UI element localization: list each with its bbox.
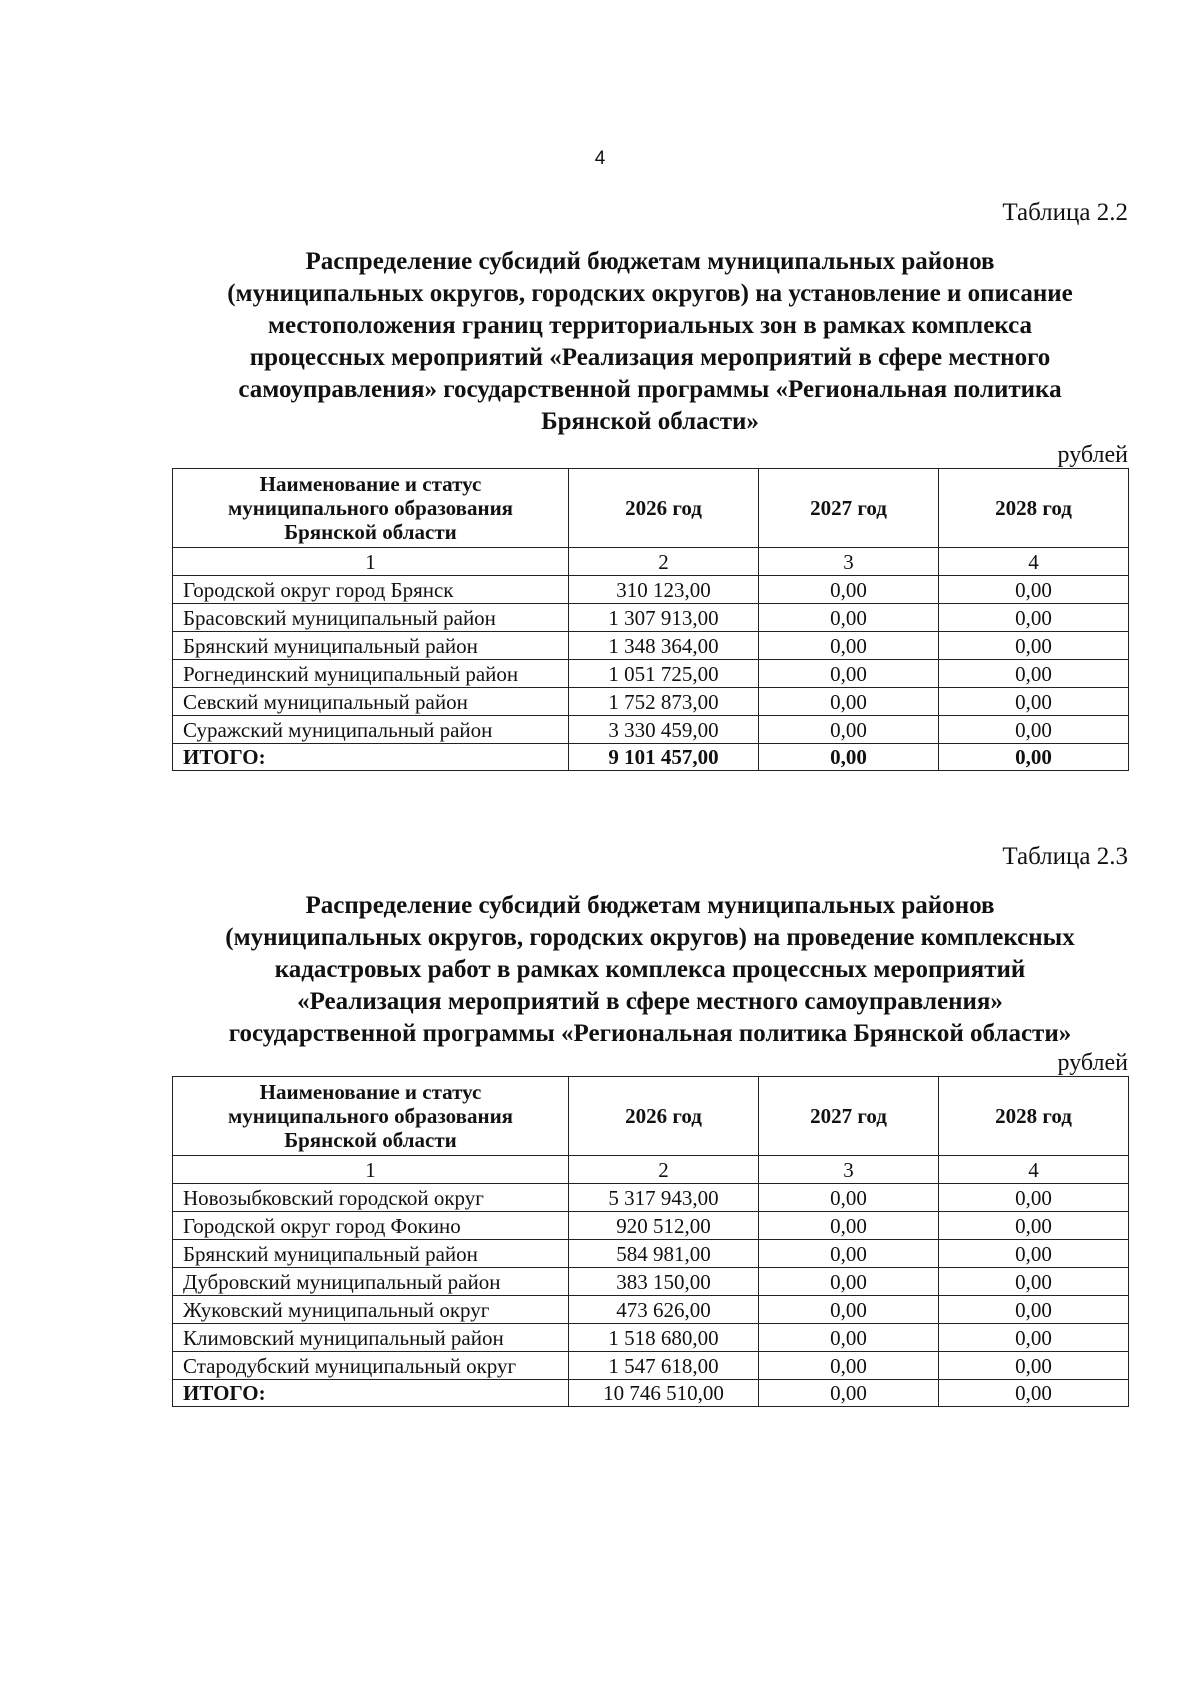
title-line: «Реализация мероприятий в сфере местного самоуправления» — [297, 988, 1003, 1015]
value-2028: 0,00 — [939, 688, 1129, 716]
title-line: Распределение субсидий бюджетам муниципальных районов — [305, 892, 995, 919]
total-2028: 0,00 — [939, 744, 1129, 771]
header-row — [173, 469, 1129, 548]
value-2028: 0,00 — [939, 632, 1129, 660]
municipality-name: Брянский муниципальный район — [173, 632, 569, 660]
value-2026: 1 752 873,00 — [569, 688, 759, 716]
table-row — [173, 660, 1129, 688]
value-2027: 0,00 — [759, 604, 939, 632]
value-2027: 0,00 — [759, 1324, 939, 1352]
value-2026: 920 512,00 — [569, 1212, 759, 1240]
table-row — [173, 716, 1129, 744]
value-2027: 0,00 — [759, 1212, 939, 1240]
title-line: (муниципальных округов, городских округов) на установление и описание — [227, 280, 1073, 307]
value-2027: 0,00 — [759, 576, 939, 604]
value-2027: 0,00 — [759, 1296, 939, 1324]
value-2028: 0,00 — [939, 576, 1129, 604]
municipality-name: Климовский муниципальный район — [173, 1324, 569, 1352]
title-line: (муниципальных округов, городских округов) на проведение комплексных — [225, 924, 1075, 951]
table-row — [173, 1296, 1129, 1324]
section-table-2-3 — [172, 842, 1128, 1407]
value-2027: 0,00 — [759, 1240, 939, 1268]
municipality-name: Городской округ город Фокино — [173, 1212, 569, 1240]
table-row — [173, 632, 1129, 660]
index-row — [173, 1156, 1129, 1184]
table-row — [173, 1212, 1129, 1240]
page-number: 4 — [594, 148, 606, 169]
municipality-name: Городской округ город Брянск — [173, 576, 569, 604]
municipality-name: Брасовский муниципальный район — [173, 604, 569, 632]
value-2028: 0,00 — [939, 604, 1129, 632]
units-label: рублей — [1057, 442, 1128, 468]
title-line: процессных мероприятий «Реализация мероприятий в сфере местного — [249, 344, 1051, 371]
municipality-name: Брянский муниципальный район — [173, 1240, 569, 1268]
index-row — [173, 548, 1129, 576]
value-2026: 1 051 725,00 — [569, 660, 759, 688]
data-table — [172, 1076, 1129, 1407]
table-title — [172, 890, 1128, 1050]
header-2026: 2026 год — [569, 1077, 759, 1156]
municipality-name: Стародубский муниципальный округ — [173, 1352, 569, 1380]
section-table-2-2 — [172, 198, 1128, 771]
value-2026: 1 307 913,00 — [569, 604, 759, 632]
total-2026: 10 746 510,00 — [569, 1380, 759, 1407]
table-row — [173, 604, 1129, 632]
value-2027: 0,00 — [759, 1184, 939, 1212]
header-name-line: Брянской области — [284, 1128, 457, 1152]
header-row — [173, 1077, 1129, 1156]
header-2027: 2027 год — [759, 1077, 939, 1156]
value-2026: 1 518 680,00 — [569, 1324, 759, 1352]
index-cell: 1 — [173, 1156, 569, 1184]
title-line: государственной программы «Региональная политика Брянской области» — [228, 1020, 1072, 1047]
table-row — [173, 1352, 1129, 1380]
value-2026: 1 547 618,00 — [569, 1352, 759, 1380]
value-2027: 0,00 — [759, 1352, 939, 1380]
value-2027: 0,00 — [759, 660, 939, 688]
municipality-name: Дубровский муниципальный район — [173, 1268, 569, 1296]
total-2028: 0,00 — [939, 1380, 1129, 1407]
value-2027: 0,00 — [759, 716, 939, 744]
title-line: кадастровых работ в рамках комплекса процессных мероприятий — [274, 956, 1026, 983]
value-2028: 0,00 — [939, 660, 1129, 688]
value-2028: 0,00 — [939, 1324, 1129, 1352]
header-2027: 2027 год — [759, 469, 939, 548]
total-label: ИТОГО: — [173, 1380, 569, 1407]
index-cell: 4 — [939, 548, 1129, 576]
table-row — [173, 576, 1129, 604]
header-name-line: Брянской области — [284, 520, 457, 544]
table-label: Таблица 2.3 — [1002, 843, 1128, 870]
index-cell: 2 — [569, 548, 759, 576]
index-cell: 3 — [759, 1156, 939, 1184]
value-2026: 3 330 459,00 — [569, 716, 759, 744]
table-row — [173, 688, 1129, 716]
table-label: Таблица 2.2 — [1002, 199, 1128, 226]
value-2028: 0,00 — [939, 1352, 1129, 1380]
value-2028: 0,00 — [939, 716, 1129, 744]
value-2028: 0,00 — [939, 1240, 1129, 1268]
value-2027: 0,00 — [759, 632, 939, 660]
index-cell: 1 — [173, 548, 569, 576]
value-2026: 383 150,00 — [569, 1268, 759, 1296]
total-label: ИТОГО: — [173, 744, 569, 771]
table-row — [173, 1324, 1129, 1352]
header-2028: 2028 год — [939, 1077, 1129, 1156]
value-2026: 1 348 364,00 — [569, 632, 759, 660]
value-2026: 584 981,00 — [569, 1240, 759, 1268]
title-line: местоположения границ территориальных зон в рамках комплекса — [268, 312, 1032, 339]
value-2028: 0,00 — [939, 1184, 1129, 1212]
data-table — [172, 468, 1129, 771]
value-2026: 310 123,00 — [569, 576, 759, 604]
header-name-col — [173, 469, 569, 548]
municipality-name: Севский муниципальный район — [173, 688, 569, 716]
value-2026: 473 626,00 — [569, 1296, 759, 1324]
total-2027: 0,00 — [759, 1380, 939, 1407]
total-2026: 9 101 457,00 — [569, 744, 759, 771]
index-cell: 4 — [939, 1156, 1129, 1184]
municipality-name: Новозыбковский городской округ — [173, 1184, 569, 1212]
table-row — [173, 1268, 1129, 1296]
title-line: Брянской области» — [541, 408, 759, 435]
value-2027: 0,00 — [759, 1268, 939, 1296]
municipality-name: Рогнединский муниципальный район — [173, 660, 569, 688]
header-name-line: муниципального образования — [227, 1104, 514, 1128]
header-name-line: муниципального образования — [227, 496, 514, 520]
value-2028: 0,00 — [939, 1212, 1129, 1240]
table-row — [173, 1240, 1129, 1268]
value-2028: 0,00 — [939, 1296, 1129, 1324]
value-2027: 0,00 — [759, 688, 939, 716]
municipality-name: Суражский муниципальный район — [173, 716, 569, 744]
index-cell: 3 — [759, 548, 939, 576]
value-2028: 0,00 — [939, 1268, 1129, 1296]
total-2027: 0,00 — [759, 744, 939, 771]
table-row — [173, 1184, 1129, 1212]
total-row — [173, 744, 1129, 771]
header-name-line: Наименование и статус — [259, 472, 482, 496]
index-cell: 2 — [569, 1156, 759, 1184]
header-2028: 2028 год — [939, 469, 1129, 548]
title-line: самоуправления» государственной программы «Региональная политика — [238, 376, 1062, 403]
header-name-line: Наименование и статус — [259, 1080, 482, 1104]
total-row — [173, 1380, 1129, 1407]
header-2026: 2026 год — [569, 469, 759, 548]
municipality-name: Жуковский муниципальный округ — [173, 1296, 569, 1324]
table-title — [172, 246, 1128, 438]
title-line: Распределение субсидий бюджетам муниципальных районов — [305, 248, 995, 275]
header-name-col — [173, 1077, 569, 1156]
units-label: рублей — [1057, 1050, 1128, 1076]
value-2026: 5 317 943,00 — [569, 1184, 759, 1212]
